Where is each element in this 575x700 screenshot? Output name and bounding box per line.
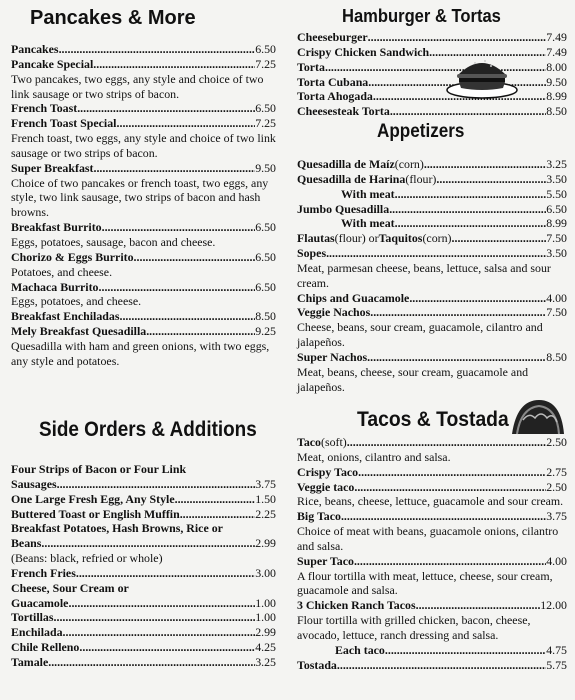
item-price: 1.00 <box>255 595 276 610</box>
item-price: 3.50 <box>546 246 567 261</box>
item-name: Jumbo Quesadilla <box>297 201 390 216</box>
leader-dots <box>79 640 255 655</box>
item-row <box>297 60 567 75</box>
menu-item <box>297 202 567 217</box>
item-price: 8.50 <box>546 104 567 119</box>
item-note: (flour) or <box>334 231 379 246</box>
menu-item <box>297 291 567 306</box>
item-name: Tortillas <box>11 610 54 625</box>
item-name: Tamale <box>11 654 49 669</box>
leader-dots <box>117 116 256 131</box>
item-row <box>297 202 567 217</box>
item-price: 2.25 <box>255 506 276 521</box>
item-price: 2.75 <box>546 464 567 479</box>
item-price: 7.49 <box>546 44 567 59</box>
item-price: 8.00 <box>546 59 567 74</box>
item-row <box>11 42 276 57</box>
leader-dots <box>341 509 546 524</box>
item-row <box>11 324 276 339</box>
item-row <box>297 598 567 613</box>
leader-dots <box>358 465 546 480</box>
item-description: A flour tortilla with meat, lettuce, cheese, sour cream, guacamole and salsa. <box>297 568 553 598</box>
item-name: Tostada <box>297 657 337 672</box>
menu-item <box>297 435 567 465</box>
section-title-side-orders: Side Orders & Additions <box>39 418 257 441</box>
item-row <box>11 477 276 492</box>
menu-item <box>11 655 276 670</box>
leader-dots <box>63 625 256 640</box>
item-price: 9.25 <box>255 324 276 339</box>
item-price: 6.50 <box>255 279 276 294</box>
leader-dots <box>390 104 546 119</box>
item-name: French Fries <box>11 565 76 580</box>
menu-item <box>11 566 276 581</box>
leader-dots <box>93 57 255 72</box>
item-price: 7.25 <box>255 116 276 131</box>
item-note: (flour) <box>405 171 437 186</box>
menu-list-side-orders <box>11 462 276 670</box>
menu-item <box>11 324 276 369</box>
item-description: Rice, beans, cheese, lettuce, guacamole and sour cream. <box>297 494 564 509</box>
menu-item <box>11 220 276 250</box>
item-name: Guacamole <box>11 595 69 610</box>
menu-item <box>11 57 276 102</box>
item-name: Cheeseburger <box>297 30 368 44</box>
item-row <box>297 465 567 480</box>
menu-item <box>11 101 276 116</box>
item-row <box>11 492 276 507</box>
leader-dots <box>367 350 546 365</box>
menu-item <box>297 643 567 658</box>
item-price: 3.75 <box>255 476 276 491</box>
item-row <box>11 309 276 324</box>
menu-item <box>297 187 567 202</box>
leader-dots <box>395 187 547 202</box>
item-price: 3.75 <box>546 509 567 524</box>
menu-item <box>297 350 567 395</box>
item-row <box>297 216 567 231</box>
leader-dots <box>134 250 256 265</box>
menu-item <box>11 625 276 640</box>
item-price: 4.00 <box>546 553 567 568</box>
leader-dots <box>102 220 256 235</box>
item-name: Sopes <box>297 246 327 261</box>
item-row <box>297 509 567 524</box>
item-row <box>297 75 567 90</box>
section-title-hamburger-tortas: Hamburger & Tortas <box>342 6 501 26</box>
leader-dots <box>389 202 546 217</box>
item-name: Crispy Taco <box>297 464 359 479</box>
leader-dots <box>354 480 546 495</box>
item-name: Chips and Guacamole <box>297 290 410 305</box>
menu-item <box>297 60 567 75</box>
menu-item <box>11 640 276 655</box>
item-price: 12.00 <box>540 598 567 613</box>
menu-item <box>297 45 567 60</box>
item-note: (corn) <box>394 157 424 171</box>
item-row <box>11 596 276 611</box>
menu-item <box>11 161 276 220</box>
item-row <box>297 305 567 320</box>
item-name: Breakfast Enchiladas <box>11 309 120 324</box>
item-price: 2.50 <box>546 435 567 449</box>
item-row <box>11 507 276 522</box>
item-name: Quesadilla de Harina <box>297 171 406 186</box>
item-note: (corn) <box>422 231 452 246</box>
leader-dots <box>119 309 255 324</box>
leader-dots <box>368 30 547 45</box>
leader-dots <box>175 492 256 507</box>
item-name: With meat <box>341 216 395 231</box>
menu-item <box>11 581 276 611</box>
item-name-line: Four Strips of Bacon or Four Link <box>11 462 187 476</box>
menu-item <box>297 104 567 119</box>
leader-dots <box>409 291 546 306</box>
leader-dots <box>68 596 255 611</box>
item-row <box>297 658 567 673</box>
item-row <box>11 101 276 116</box>
menu-item <box>297 30 567 45</box>
item-name: Chorizo & Eggs Burrito <box>11 249 134 264</box>
item-price: 3.00 <box>255 565 276 580</box>
leader-dots <box>424 157 546 172</box>
item-row <box>11 536 276 551</box>
leader-dots <box>395 216 547 231</box>
item-row <box>297 480 567 495</box>
leader-dots <box>99 280 256 295</box>
leader-dots <box>385 643 546 658</box>
item-row <box>297 104 567 119</box>
item-name: Big Taco <box>297 509 341 524</box>
leader-dots <box>59 42 256 57</box>
menu-item <box>11 492 276 507</box>
item-name: Chile Relleno <box>11 640 80 655</box>
item-name: Enchilada <box>11 625 63 640</box>
item-price: 9.50 <box>255 160 276 175</box>
leader-dots <box>77 101 255 116</box>
item-description: Flour tortilla with grilled chicken, bacon, cheese, avocado, lettuce, ranch dressing and salsa. <box>297 613 531 642</box>
item-description: Meat, beans, cheese, sour cream, guacamole and jalapeños. <box>297 364 529 394</box>
leader-dots <box>347 435 546 450</box>
section-title-pancakes: Pancakes & More <box>30 7 196 29</box>
menu-item <box>11 280 276 310</box>
leader-dots <box>146 324 255 339</box>
leader-dots <box>48 655 255 670</box>
item-description: Cheese, beans, sour cream, guacamole, cilantro and jalapeños. <box>297 320 543 350</box>
item-name: Veggie taco <box>297 479 355 494</box>
item-note: (soft) <box>321 435 347 449</box>
menu-list-appetizers <box>297 157 567 395</box>
item-name: French Toast <box>11 101 78 116</box>
item-description: Two pancakes, two eggs, any style and choice of two link sausage or two strips of bacon. <box>11 71 264 101</box>
item-name: 3 Chicken Ranch Tacos <box>297 598 416 613</box>
menu-list-pancakes <box>11 42 276 369</box>
item-price: 7.25 <box>255 56 276 71</box>
item-name: Taco <box>297 435 322 449</box>
item-row <box>11 610 276 625</box>
menu-item <box>11 521 276 566</box>
item-price: 4.75 <box>546 642 567 657</box>
leader-dots <box>436 172 546 187</box>
item-name: Flautas <box>297 231 335 246</box>
hamburger-icon <box>445 50 520 100</box>
item-price: 1.50 <box>255 491 276 506</box>
item-row <box>297 350 567 365</box>
leader-dots <box>54 610 256 625</box>
item-row <box>11 161 276 176</box>
leader-dots <box>76 566 255 581</box>
item-row <box>297 554 567 569</box>
item-name: Buttered Toast or English Muffin <box>11 506 180 521</box>
menu-item <box>297 75 567 90</box>
item-name: Sausages <box>11 476 57 491</box>
item-price: 9.50 <box>546 74 567 89</box>
item-description: Choice of meat with beans, guacamole onions, cilantro and salsa. <box>297 524 559 553</box>
item-name: Taquitos <box>378 231 423 246</box>
item-price: 8.99 <box>546 89 567 104</box>
item-row <box>297 157 567 172</box>
menu-item <box>297 89 567 104</box>
menu-item <box>11 507 276 522</box>
item-row <box>297 435 567 450</box>
item-name: Torta Ahogada <box>297 89 373 104</box>
leader-dots <box>452 231 547 246</box>
menu-item <box>297 216 567 231</box>
item-row <box>11 280 276 295</box>
leader-dots <box>180 507 255 522</box>
menu-item <box>297 465 567 480</box>
item-description: French toast, two eggs, any style and choice of two link sausage or two strips of bacon. <box>11 131 276 160</box>
item-name: One Large Fresh Egg, Any Style <box>11 491 175 506</box>
item-description: Meat, parmesan cheese, beans, lettuce, salsa and sour cream. <box>297 260 551 290</box>
item-description: Meat, onions, cilantro and salsa. <box>297 449 451 464</box>
item-row <box>11 250 276 265</box>
item-name-line: Cheese, Sour Cream or <box>11 580 129 595</box>
menu-item <box>297 509 567 554</box>
item-price: 6.50 <box>255 101 276 116</box>
item-price: 3.25 <box>255 654 276 669</box>
item-row <box>11 625 276 640</box>
leader-dots <box>57 477 256 492</box>
item-description: Eggs, potatoes, sausage, bacon and cheese. <box>11 234 216 249</box>
item-row <box>297 231 567 246</box>
item-name: Super Nachos <box>297 349 368 364</box>
leader-dots <box>370 305 546 320</box>
item-row <box>11 220 276 235</box>
item-description: Quesadilla with ham and green onions, with two eggs, any style and potatoes. <box>11 338 270 368</box>
item-price: 8.50 <box>255 309 276 324</box>
menu-item <box>297 172 567 187</box>
item-price: 2.50 <box>546 479 567 494</box>
item-price: 3.25 <box>546 157 567 171</box>
menu-list-hamburger-tortas <box>297 30 567 119</box>
item-price: 1.00 <box>255 610 276 625</box>
item-price: 7.49 <box>546 30 567 44</box>
item-price: 5.50 <box>546 186 567 201</box>
leader-dots <box>337 658 546 673</box>
leader-dots <box>41 536 255 551</box>
item-price: 7.50 <box>546 305 567 320</box>
item-row <box>11 57 276 72</box>
item-price: 6.50 <box>546 201 567 216</box>
item-name: French Toast Special <box>11 116 117 131</box>
item-row <box>11 566 276 581</box>
taco-icon <box>509 396 567 438</box>
item-row <box>297 172 567 187</box>
item-price: 6.50 <box>255 42 276 56</box>
item-row <box>297 30 567 45</box>
menu-item <box>11 250 276 280</box>
menu-item <box>297 231 567 246</box>
menu-item <box>297 157 567 172</box>
item-name: With meat <box>341 186 395 201</box>
item-name: Super Taco <box>297 553 354 568</box>
item-row <box>297 291 567 306</box>
menu-item <box>11 610 276 625</box>
item-row <box>297 89 567 104</box>
item-description: Potatoes, and cheese. <box>11 264 113 279</box>
item-name: Pancake Special <box>11 56 94 71</box>
item-description: Choice of two pancakes or french toast, two eggs, any style, two link sausage, two strips of bacon and hash browns. <box>11 175 269 220</box>
menu-item <box>297 658 567 673</box>
item-name: Torta <box>297 59 325 74</box>
item-price: 2.99 <box>255 625 276 640</box>
item-name: Torta Cubana <box>297 74 369 89</box>
item-row <box>297 643 567 658</box>
menu-item <box>297 598 567 643</box>
item-price: 6.50 <box>255 220 276 235</box>
item-description: (Beans: black, refried or whole) <box>11 551 163 566</box>
item-name: Mely Breakfast Quesadilla <box>11 324 147 339</box>
item-row <box>11 655 276 670</box>
item-price: 7.50 <box>546 231 567 246</box>
section-title-appetizers: Appetizers <box>377 121 465 142</box>
item-price: 3.50 <box>546 171 567 186</box>
item-price: 2.99 <box>255 536 276 551</box>
item-row <box>297 187 567 202</box>
item-row <box>297 246 567 261</box>
leader-dots <box>93 161 255 176</box>
section-title-tacos-tostada: Tacos & Tostada <box>357 408 509 431</box>
leader-dots <box>326 246 546 261</box>
item-description: Eggs, potatoes, and cheese. <box>11 294 142 309</box>
item-name: Veggie Nachos <box>297 305 371 320</box>
item-price: 5.75 <box>546 657 567 672</box>
item-row <box>11 116 276 131</box>
item-row <box>11 640 276 655</box>
item-name: Each taco <box>335 642 385 657</box>
menu-item <box>297 305 567 350</box>
item-name: Crispy Chicken Sandwich <box>297 44 430 59</box>
menu-item <box>11 462 276 492</box>
item-price: 6.50 <box>255 249 276 264</box>
menu-item <box>11 116 276 161</box>
menu-item <box>297 480 567 510</box>
menu-item <box>11 42 276 57</box>
item-price: 4.00 <box>546 290 567 305</box>
item-price: 4.25 <box>255 640 276 655</box>
menu-list-tacos-tostada <box>297 435 567 673</box>
item-price: 8.50 <box>546 349 567 364</box>
menu-item <box>11 309 276 324</box>
item-name: Machaca Burrito <box>11 279 99 294</box>
item-name: Super Breakfast <box>11 160 94 175</box>
item-name: Beans <box>11 536 42 551</box>
item-price: 8.99 <box>546 216 567 231</box>
menu-item <box>297 246 567 291</box>
item-name: Quesadilla de Maíz <box>297 157 395 171</box>
menu-item <box>297 554 567 599</box>
item-name: Cheesesteak Torta <box>297 104 390 119</box>
item-name: Pancakes <box>11 42 59 56</box>
leader-dots <box>354 554 546 569</box>
leader-dots <box>416 598 541 613</box>
item-name: Breakfast Burrito <box>11 220 102 235</box>
item-row <box>297 45 567 60</box>
item-name-line: Breakfast Potatoes, Hash Browns, Rice or <box>11 521 223 536</box>
